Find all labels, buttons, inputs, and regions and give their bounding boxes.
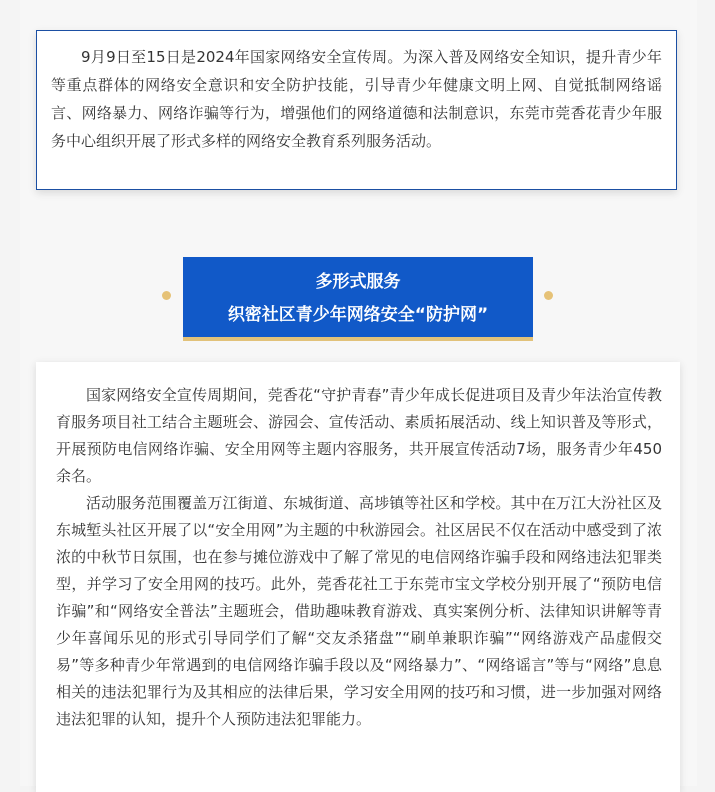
intro-box [36,30,677,190]
section-heading-banner [183,257,533,341]
section-heading [183,257,533,341]
section-heading-line1: 多形式服务 [315,272,401,292]
article-body-card [36,362,680,792]
body-paragraph-2: 活动服务范围覆盖万江街道、东城街道、高埗镇等社区和学校。其中在万江大汾社区及东城堑头社区开展了以“安全用网”为主题的中秋游园会。社区居民不仅在活动中感受到了浓浓的中秋节日氛围，也在参与摊位游戏中了解了常见的电信网络诈骗手段和网络违法犯罪类型，并学习了安全用网的技巧。此外，莞香花社工于东莞市宝文学校分别开展了“预防电信诈骗”和“网络安全普法”主题班会，借助趣味教育游戏、真实案例分析、法律知识讲解等青少年喜闻乐见的形式引导同学们了解“交友杀猪盘”“刷单兼职诈骗”“网络游戏产品虚假交易”等多种青少年常遇到的电信网络诈骗手段以及“网络暴力”、“网络谣言”等与“网络”息息相关的违法犯罪行为及其相应的法律后果，学习安全用网的技巧和习惯，进一步加强对网络违法犯罪的认知，提升个人预防违法犯罪能力。 [56,494,662,728]
body-paragraph-1: 国家网络安全宣传周期间，莞香花“守护青春”青少年成长促进项目及青少年法治宣传教育服务项目社工结合主题班会、游园会、宣传活动、素质拓展活动、线上知识普及等形式，开展预防电信网络诈骗、安全用网等主题内容服务，共开展宣传活动7场，服务青少年450余名。 [56,386,662,485]
heading-dot-right [544,291,553,300]
heading-dot-left [162,291,171,300]
intro-paragraph: 9月9日至15日是2024年国家网络安全宣传周。为深入普及网络安全知识，提升青少年等重点群体的网络安全意识和安全防护技能，引导青少年健康文明上网、自觉抵制网络谣言、网络暴力、网络诈骗等行为，增强他们的网络道德和法制意识，东莞市莞香花青少年服务中心组织开展了形式多样的网络安全教育系列服务活动。 [51,48,662,150]
section-heading-line2: 织密社区青少年网络安全“防护网” [227,305,489,325]
